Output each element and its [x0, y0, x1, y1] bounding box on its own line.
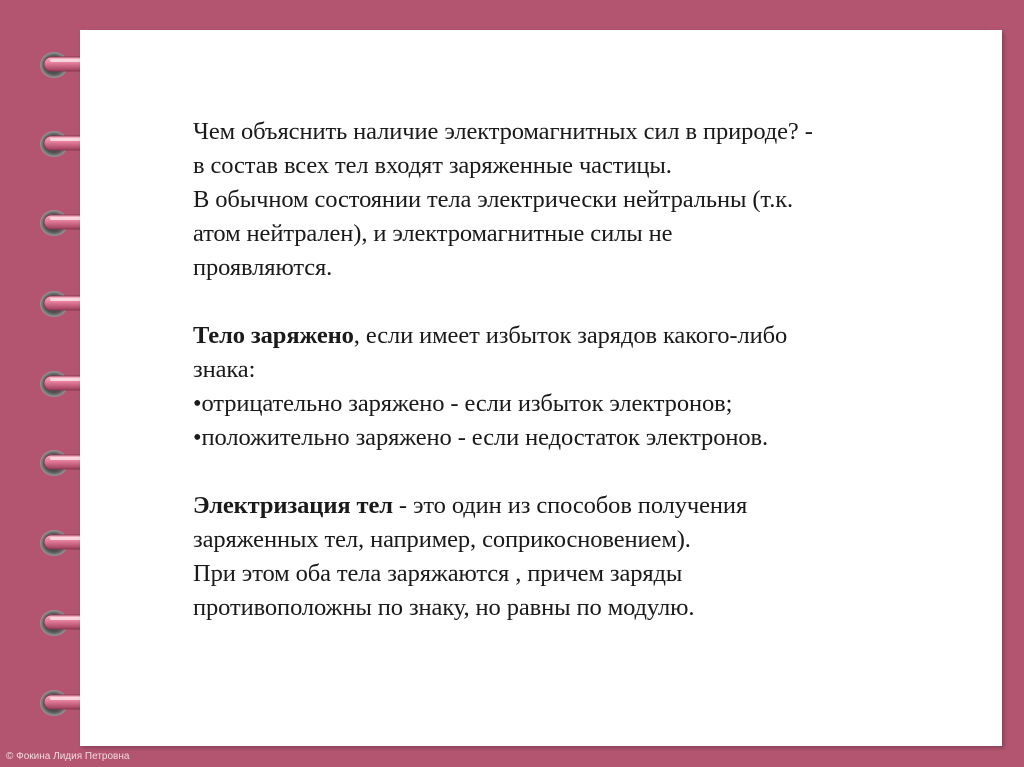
- text-line: В обычном состоянии тела электрически нейтральны (т.к.: [193, 186, 794, 213]
- copyright-notice: © Фокина Лидия Петровна: [6, 751, 130, 762]
- term-electrification: Электризация тел: [193, 492, 393, 519]
- paragraph-electrification: [193, 489, 953, 625]
- text-line: знака:: [193, 356, 256, 383]
- text-line: заряженных тел, например, соприкосновением).: [193, 526, 691, 553]
- paragraph-electromagnetic-forces: [193, 115, 953, 285]
- text-line: Чем объяснить наличие электромагнитных сил в природе? -: [193, 118, 813, 145]
- bullet-negative-charge: •отрицательно заряжено - если избыток электронов;: [193, 390, 733, 417]
- text-line: проявляются.: [193, 254, 333, 281]
- text-line: атом нейтрален), и электромагнитные силы не: [193, 220, 673, 247]
- text-line: в состав всех тел входят заряженные частицы.: [193, 152, 672, 179]
- paragraph-charged-body: [193, 319, 953, 455]
- bullet-positive-charge: •положительно заряжено - если недостаток электронов.: [193, 424, 769, 451]
- text-line: При этом оба тела заряжаются , причем заряды: [193, 560, 683, 587]
- slide-text: [193, 115, 953, 625]
- text-fragment: - это один из способов получения: [392, 492, 748, 519]
- text-line: противоположны по знаку, но равны по модулю.: [193, 594, 695, 621]
- text-line: [193, 489, 953, 523]
- paragraph-spacer: [193, 455, 953, 489]
- text-fragment: , если имеет избыток зарядов какого-либо: [353, 322, 788, 349]
- paragraph-spacer: [193, 285, 953, 319]
- term-charged-body: Тело заряжено: [193, 322, 354, 349]
- text-line: [193, 319, 953, 353]
